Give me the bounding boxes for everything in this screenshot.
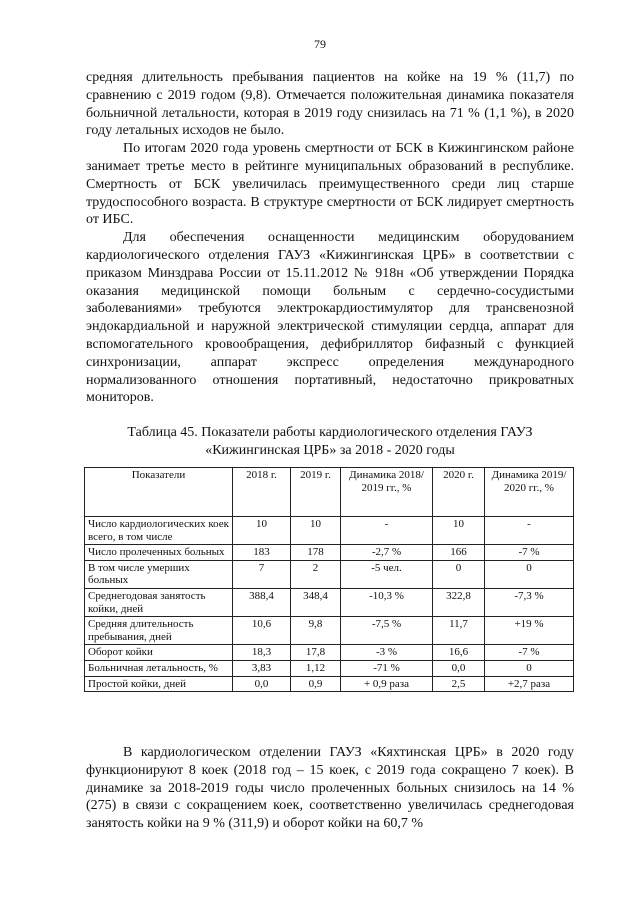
row-label: Число кардиологических коек всего, в том числе (85, 517, 233, 545)
table-caption-line: Таблица 45. Показатели работы кардиологического отделения ГАУЗ (127, 425, 533, 440)
table-row (85, 676, 574, 692)
row-label: Средняя длительность пребывания, дней (85, 617, 233, 645)
table-cell: 7 (233, 560, 291, 588)
table-cell: -7,5 % (341, 617, 433, 645)
table-cell: -7 % (485, 645, 574, 661)
table-cell: - (485, 517, 574, 545)
table-cell: 183 (233, 545, 291, 561)
table-cell: 2 (291, 560, 341, 588)
table-row (85, 617, 574, 645)
table-cell: 18,3 (233, 645, 291, 661)
table-cell: 166 (433, 545, 485, 561)
table-row (85, 645, 574, 661)
table-cell: 0,0 (433, 660, 485, 676)
table-cell: 0 (485, 560, 574, 588)
table-cell: + 0,9 раза (341, 676, 433, 692)
table-cell: -7,3 % (485, 588, 574, 616)
table-row (85, 517, 574, 545)
page-number: 79 (314, 37, 326, 51)
table-cell: 2,5 (433, 676, 485, 692)
column-header: Показатели (85, 468, 233, 517)
column-header: Динамика 2018/ 2019 гг., % (341, 468, 433, 517)
table-cell: 1,12 (291, 660, 341, 676)
paragraph: В кардиологическом отделении ГАУЗ «Кяхтинская ЦРБ» в 2020 году функционируют 8 коек (2018 год – 15 коек, с 2019 года сокращено 7 коек). В динамике за 2018-2019 годы число пролеченных больных снизилось на 14 % (275) в связи с сокращением коек, соответственно увеличилась среднегодовая занятость койки на 9 % (311,9) и оборот койки на 60,7 % (86, 745, 574, 832)
table-cell: 9,8 (291, 617, 341, 645)
paragraph: средняя длительность пребывания пациентов на койке на 19 % (11,7) по сравнению с 2019 годом (9,8). Отмечается положительная динамика показателя больничной летальности, которая в 2019 году снизилась на 71 % (1,1 %), в 2020 году летальных исходов не было. (86, 70, 574, 139)
table-row (85, 560, 574, 588)
table-cell: 0,9 (291, 676, 341, 692)
table-cell: 10 (291, 517, 341, 545)
column-header: Динамика 2019/ 2020 гг., % (485, 468, 574, 517)
row-label: Простой койки, дней (85, 676, 233, 692)
table-cell: 348,4 (291, 588, 341, 616)
table-cell: 11,7 (433, 617, 485, 645)
table-cell: 0 (433, 560, 485, 588)
table-cell: -2,7 % (341, 545, 433, 561)
cardiology-stats-table (84, 467, 574, 692)
table-cell: -71 % (341, 660, 433, 676)
table-header-row (85, 468, 574, 517)
table-caption (86, 424, 574, 460)
table-cell: +2,7 раза (485, 676, 574, 692)
row-label: Оборот койки (85, 645, 233, 661)
paragraph: По итогам 2020 года уровень смертности от БСК в Кижингинском районе занимает третье место в рейтинге муниципальных образований в республике. Смертность от БСК увеличилась преимущественного среди лиц старше трудоспособного возраста. В структуре смертности от БСК лидирует смертность от ИБС. (86, 141, 574, 228)
table-cell: +19 % (485, 617, 574, 645)
column-header: 2018 г. (233, 468, 291, 517)
table-cell: 0 (485, 660, 574, 676)
table-caption-line: «Кижингинская ЦРБ» за 2018 - 2020 годы (205, 442, 455, 458)
table-cell: 0,0 (233, 676, 291, 692)
table-row (85, 660, 574, 676)
column-header: 2020 г. (433, 468, 485, 517)
table-cell: 10 (233, 517, 291, 545)
row-label: В том числе умерших больных (85, 560, 233, 588)
paragraph: Для обеспечения оснащенности медицинским оборудованием кардиологического отделения ГАУЗ «Кижингинская ЦРБ» в соответствии с приказом Минздрава России от 15.11.2012 № 918н «Об утверждении Порядка оказания медицинской помощи больным с сердечно-сосудистыми заболеваниями» требуются электрокардиостимулятор для трансвенозной эндокардиальной и наружной электрической стимуляции сердца, аппарат для вспомогательного кровообращения, дефибриллятор бифазный с функцией синхронизации, аппарат экспресс определения международного нормализованного отношения портативный, недостаточно прикроватных мониторов. (86, 230, 574, 406)
table-row (85, 588, 574, 616)
table-cell: 17,8 (291, 645, 341, 661)
table-cell: 178 (291, 545, 341, 561)
table-cell: 10,6 (233, 617, 291, 645)
table-cell: -5 чел. (341, 560, 433, 588)
table-cell: -3 % (341, 645, 433, 661)
row-label: Больничная летальность, % (85, 660, 233, 676)
table-cell: 16,6 (433, 645, 485, 661)
table-cell: - (341, 517, 433, 545)
body-text-bottom (86, 744, 574, 833)
table-cell: 388,4 (233, 588, 291, 616)
body-text-top (86, 69, 574, 407)
table-cell: 3,83 (233, 660, 291, 676)
table-cell: -10,3 % (341, 588, 433, 616)
table-cell: 10 (433, 517, 485, 545)
table-cell: -7 % (485, 545, 574, 561)
column-header: 2019 г. (291, 468, 341, 517)
table-cell: 322,8 (433, 588, 485, 616)
table-row (85, 545, 574, 561)
row-label: Среднегодовая занятость койки, дней (85, 588, 233, 616)
row-label: Число пролеченных больных (85, 545, 233, 561)
